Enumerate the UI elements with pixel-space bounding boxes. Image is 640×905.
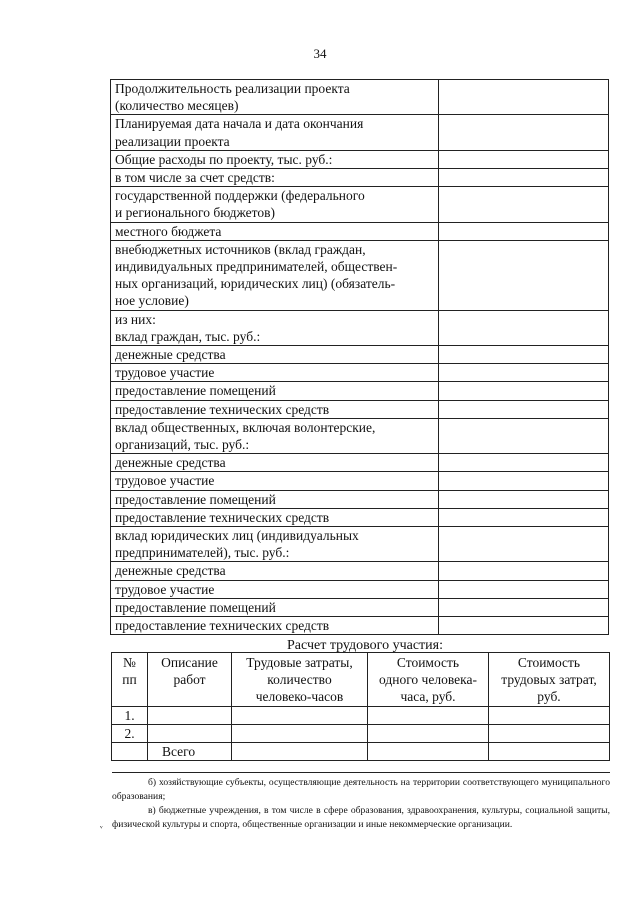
table-cell[interactable] (368, 725, 489, 743)
footnote-b: б) хозяйствующие субъекты, осуществляющие деятельность на территории соответствующего муниципального образования; (112, 777, 610, 802)
row-label: Продолжительность реализации проекта (количество месяцев) (111, 80, 439, 115)
table-row (111, 508, 609, 526)
table-cell[interactable] (489, 725, 610, 743)
row-label: местного бюджета (111, 222, 439, 240)
project-budget-table (110, 79, 609, 635)
value-cell[interactable] (438, 418, 608, 453)
margin-mark: ᵛ (100, 823, 103, 833)
table-cell[interactable] (148, 725, 232, 743)
table-row (111, 490, 609, 508)
value-cell[interactable] (438, 240, 608, 310)
value-cell[interactable] (438, 364, 608, 382)
table-row (111, 580, 609, 598)
value-cell[interactable] (438, 562, 608, 580)
row-label: трудовое участие (111, 580, 439, 598)
row-label: предоставление технических средств (111, 617, 439, 635)
column-header: Трудовые затраты, количество человеко-часов (232, 653, 368, 707)
row-label: трудовое участие (111, 472, 439, 490)
value-cell[interactable] (438, 150, 608, 168)
table-row (111, 527, 609, 562)
row-label: денежные средства (111, 454, 439, 472)
row-label: денежные средства (111, 346, 439, 364)
value-cell[interactable] (438, 346, 608, 364)
column-header: Стоимость одного человека- часа, руб. (368, 653, 489, 707)
table-row (111, 617, 609, 635)
table-row (111, 240, 609, 310)
table-row (111, 382, 609, 400)
table-row (111, 187, 609, 222)
value-cell[interactable] (438, 454, 608, 472)
table-row (111, 169, 609, 187)
table-row (111, 150, 609, 168)
table-row (112, 743, 610, 761)
value-cell[interactable] (438, 187, 608, 222)
value-cell[interactable] (438, 169, 608, 187)
value-cell[interactable] (438, 598, 608, 616)
table-row (111, 310, 609, 345)
row-label: Планируемая дата начала и дата окончания реализации проекта (111, 115, 439, 150)
value-cell[interactable] (438, 400, 608, 418)
table-cell[interactable] (368, 743, 489, 761)
table-row (111, 598, 609, 616)
table-row (111, 222, 609, 240)
row-label: предоставление помещений (111, 598, 439, 616)
column-header: Стоимость трудовых затрат, руб. (489, 653, 610, 707)
column-header: № пп (112, 653, 148, 707)
table-cell[interactable] (489, 743, 610, 761)
table-row (111, 346, 609, 364)
table-row (111, 364, 609, 382)
row-label: из них: вклад граждан, тыс. руб.: (111, 310, 439, 345)
footnote-v: в) бюджетные учреждения, в том числе в сфере образования, здравоохранения, культуры, социальной защиты, физической культуры и спорта, общественные организации и иные некоммерческие организации. (112, 805, 610, 830)
row-label: предоставление технических средств (111, 508, 439, 526)
value-cell[interactable] (438, 580, 608, 598)
table-cell[interactable] (232, 743, 368, 761)
row-label: в том числе за счет средств: (111, 169, 439, 187)
table-row (112, 725, 610, 743)
row-label: трудовое участие (111, 364, 439, 382)
table-row (111, 472, 609, 490)
table-cell[interactable] (232, 725, 368, 743)
value-cell[interactable] (438, 310, 608, 345)
table-cell[interactable] (232, 707, 368, 725)
value-cell[interactable] (438, 115, 608, 150)
value-cell[interactable] (438, 80, 608, 115)
table-row (111, 115, 609, 150)
table-cell[interactable]: Всего (148, 743, 232, 761)
value-cell[interactable] (438, 527, 608, 562)
footnotes (112, 776, 610, 832)
table-row (111, 80, 609, 115)
table-cell[interactable] (489, 707, 610, 725)
row-label: предоставление помещений (111, 382, 439, 400)
table-row (111, 454, 609, 472)
footnote-separator (112, 772, 610, 773)
row-label: денежные средства (111, 562, 439, 580)
table-cell[interactable]: 2. (112, 725, 148, 743)
row-label: предоставление технических средств (111, 400, 439, 418)
table-row (111, 400, 609, 418)
row-label: Общие расходы по проекту, тыс. руб.: (111, 150, 439, 168)
table-cell[interactable]: 1. (112, 707, 148, 725)
value-cell[interactable] (438, 490, 608, 508)
value-cell[interactable] (438, 617, 608, 635)
table-row (111, 418, 609, 453)
table-cell[interactable] (112, 743, 148, 761)
row-label: вклад юридических лиц (индивидуальных предпринимателей), тыс. руб.: (111, 527, 439, 562)
row-label: государственной поддержки (федерального и регионального бюджетов) (111, 187, 439, 222)
table-row (111, 562, 609, 580)
table-cell[interactable] (368, 707, 489, 725)
value-cell[interactable] (438, 472, 608, 490)
row-label: внебюджетных источников (вклад граждан, индивидуальных предпринимателей, обществен- ных организаций, юридических лиц) (обязатель- ное условие) (111, 240, 439, 310)
labor-calculation-table (111, 652, 610, 761)
value-cell[interactable] (438, 382, 608, 400)
table-row (112, 707, 610, 725)
row-label: предоставление помещений (111, 490, 439, 508)
row-label: вклад общественных, включая волонтерские, организаций, тыс. руб.: (111, 418, 439, 453)
value-cell[interactable] (438, 508, 608, 526)
value-cell[interactable] (438, 222, 608, 240)
column-header: Описание работ (148, 653, 232, 707)
page-number: 34 (313, 46, 327, 61)
labor-calculation-title: Расчет трудового участия: (287, 638, 443, 653)
table-cell[interactable] (148, 707, 232, 725)
